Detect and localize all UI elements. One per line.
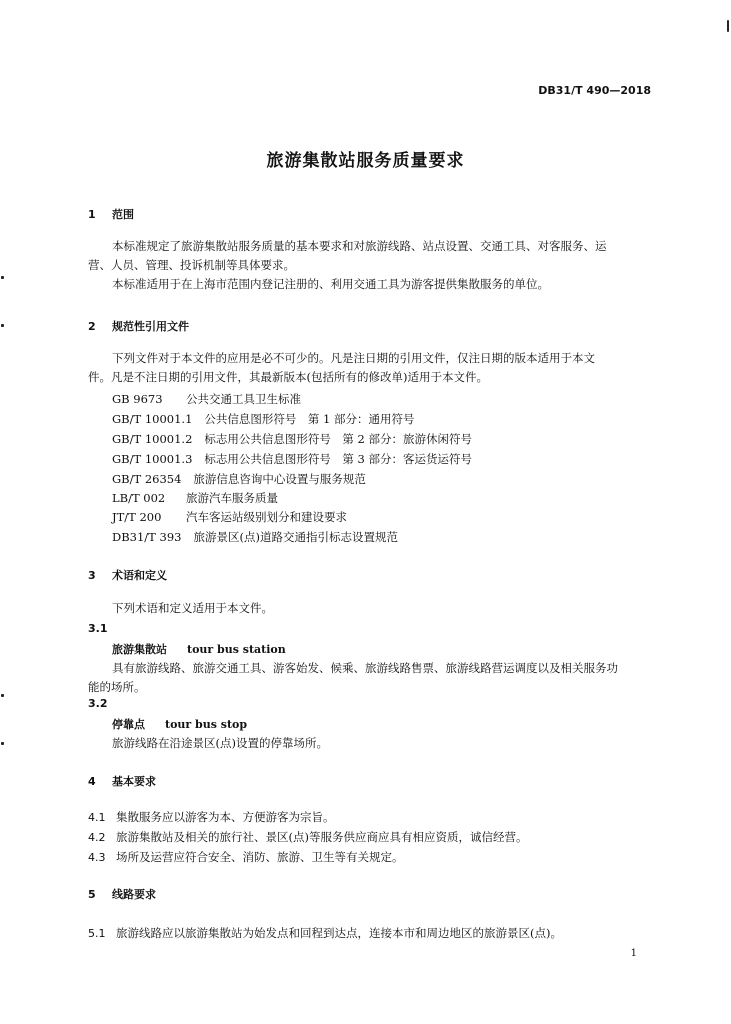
normative-intro-line: 下列文件对于本文件的应用是必不可少的。凡是注日期的引用文件，仅注日期的版本适用于本文 bbox=[112, 351, 595, 365]
requirement-item bbox=[88, 809, 335, 825]
term-heading bbox=[112, 716, 247, 732]
term-definition-line: 具有旅游线路、旅游交通工具、游客始发、候乘、旅游线路售票、旅游线路营运调度以及相关服务功 bbox=[112, 661, 618, 675]
reference-title: 公共信息图形符号 第 1 部分：通用符号 bbox=[204, 412, 415, 426]
requirement-text: 旅游集散站及相关的旅行社、景区(点)等服务供应商应具有相应资质，诚信经营。 bbox=[116, 830, 528, 844]
reference-title: 旅游景区(点)道路交通指引标志设置规范 bbox=[193, 530, 398, 544]
normative-intro-line: 件。凡是不注日期的引用文件，其最新版本(包括所有的修改单)适用于本文件。 bbox=[88, 370, 488, 384]
reference-item bbox=[112, 431, 472, 447]
reference-title: 标志用公共信息图形符号 第 2 部分：旅游休闲符号 bbox=[204, 432, 473, 446]
scope-paragraph-line: 营、人员、管理、投诉机制等具体要求。 bbox=[88, 258, 295, 272]
section-heading-scope bbox=[88, 206, 134, 222]
reference-title: 汽车客运站级别划分和建设要求 bbox=[186, 510, 347, 524]
reference-item bbox=[112, 529, 398, 545]
section-title: 线路要求 bbox=[112, 888, 156, 901]
requirement-item bbox=[88, 849, 404, 865]
section-heading-terms bbox=[88, 567, 167, 583]
reference-code: GB 9673 bbox=[112, 392, 163, 406]
term-definition-line: 能的场所。 bbox=[88, 680, 146, 694]
reference-title: 公共交通工具卫生标准 bbox=[186, 392, 301, 406]
document-title: 旅游集散站服务质量要求 bbox=[266, 151, 465, 171]
reference-item bbox=[112, 509, 347, 525]
section-number: 2 bbox=[88, 320, 96, 333]
reference-code: GB/T 10001.1 bbox=[112, 412, 193, 426]
standard-code: DB31/T 490—2018 bbox=[538, 84, 651, 97]
term-en: tour bus stop bbox=[165, 718, 248, 731]
page-number: 1 bbox=[630, 948, 637, 959]
term-number: 3.1 bbox=[88, 622, 108, 635]
scan-mark bbox=[1, 324, 4, 327]
section-title: 规范性引用文件 bbox=[112, 320, 189, 333]
term-en: tour bus station bbox=[187, 643, 286, 656]
reference-code: GB/T 26354 bbox=[112, 472, 182, 486]
reference-title: 标志用公共信息图形符号 第 3 部分：客运货运符号 bbox=[204, 452, 473, 466]
requirement-number: 4.2 bbox=[88, 831, 106, 844]
reference-item bbox=[112, 471, 366, 487]
section-heading-basic bbox=[88, 773, 156, 789]
reference-code: GB/T 10001.2 bbox=[112, 432, 193, 446]
requirement-number: 5.1 bbox=[88, 927, 106, 940]
section-title: 范围 bbox=[112, 208, 134, 221]
reference-code: DB31/T 393 bbox=[112, 530, 182, 544]
requirement-number: 4.1 bbox=[88, 811, 106, 824]
section-heading-normative bbox=[88, 318, 189, 334]
section-title: 基本要求 bbox=[112, 775, 156, 788]
scan-mark bbox=[1, 694, 4, 697]
term-zh: 停靠点 bbox=[112, 718, 145, 731]
term-heading bbox=[112, 641, 286, 657]
reference-title: 旅游信息咨询中心设置与服务规范 bbox=[193, 472, 366, 486]
term-zh: 旅游集散站 bbox=[112, 643, 167, 656]
requirement-item bbox=[88, 829, 527, 845]
term-number: 3.2 bbox=[88, 697, 108, 710]
reference-item bbox=[112, 490, 278, 506]
reference-code: LB/T 002 bbox=[112, 491, 166, 505]
reference-title: 旅游汽车服务质量 bbox=[186, 491, 278, 505]
scope-paragraph-line: 本标准规定了旅游集散站服务质量的基本要求和对旅游线路、站点设置、交通工具、对客服务、运 bbox=[112, 239, 607, 253]
reference-code: JT/T 200 bbox=[112, 510, 162, 524]
term-definition-line: 旅游线路在沿途景区(点)设置的停靠场所。 bbox=[112, 736, 328, 750]
section-title: 术语和定义 bbox=[112, 569, 167, 582]
reference-item bbox=[112, 411, 415, 427]
terms-intro: 下列术语和定义适用于本文件。 bbox=[112, 601, 273, 615]
section-number: 3 bbox=[88, 569, 96, 582]
section-number: 4 bbox=[88, 775, 96, 788]
scan-mark bbox=[1, 742, 4, 745]
requirement-text: 旅游线路应以旅游集散站为始发点和回程到达点，连接本市和周边地区的旅游景区(点)。 bbox=[116, 926, 562, 940]
section-heading-route bbox=[88, 886, 156, 902]
reference-item bbox=[112, 451, 472, 467]
reference-code: GB/T 10001.3 bbox=[112, 452, 193, 466]
requirement-text: 集散服务应以游客为本、方便游客为宗旨。 bbox=[116, 810, 335, 824]
requirement-item bbox=[88, 925, 562, 941]
reference-item bbox=[112, 391, 301, 407]
requirement-number: 4.3 bbox=[88, 851, 106, 864]
section-number: 5 bbox=[88, 888, 96, 901]
requirement-text: 场所及运营应符合安全、消防、旅游、卫生等有关规定。 bbox=[116, 850, 404, 864]
section-number: 1 bbox=[88, 208, 96, 221]
scan-mark bbox=[727, 20, 729, 32]
scan-mark bbox=[1, 276, 4, 279]
scope-paragraph: 本标准适用于在上海市范围内登记注册的、利用交通工具为游客提供集散服务的单位。 bbox=[112, 277, 549, 291]
